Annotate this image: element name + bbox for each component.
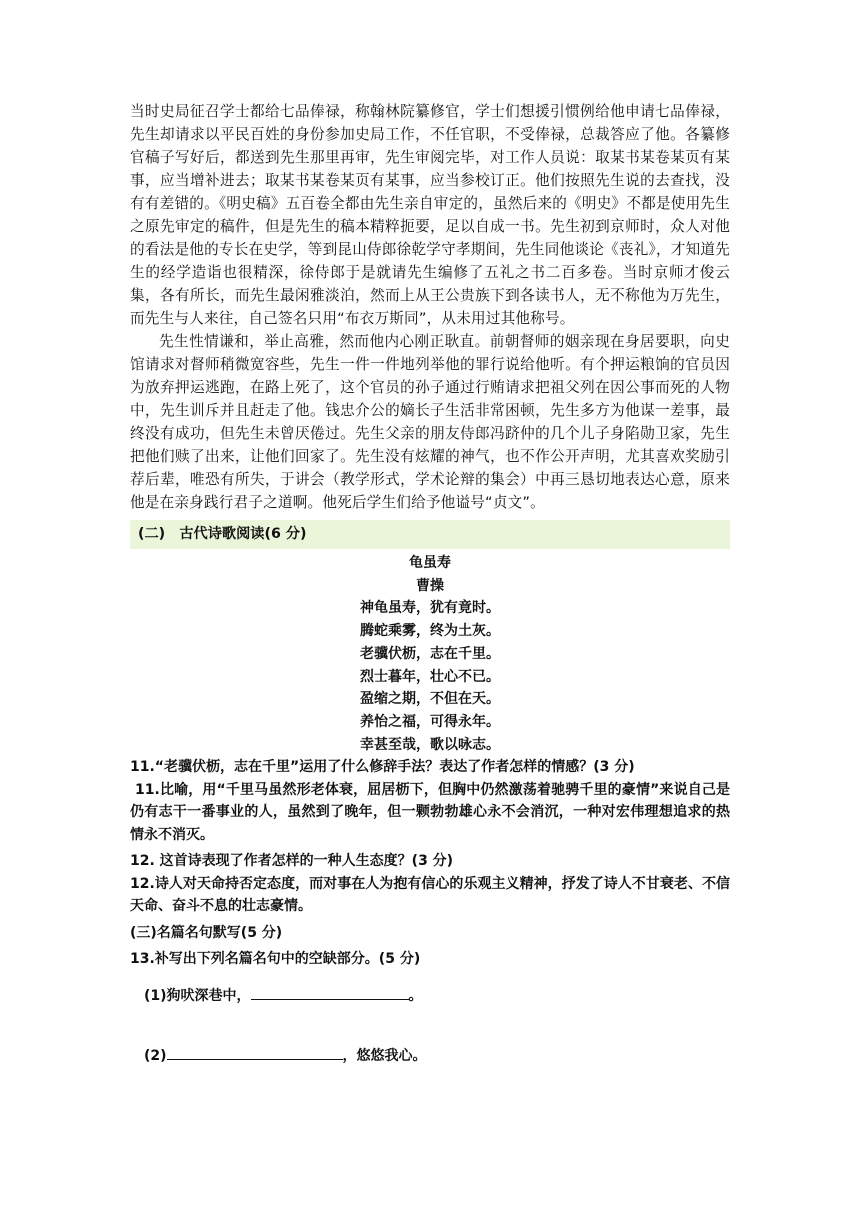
- poem: [130, 552, 730, 756]
- fill-item-2: [130, 1043, 730, 1068]
- section-heading-recitation: (三)名篇名句默写(5 分): [130, 924, 283, 941]
- fill-blank-2[interactable]: [167, 1043, 343, 1060]
- poem-line: 烈士暮年，壮心不已。: [360, 668, 500, 685]
- poem-line: 老骥伏枥，志在千里。: [360, 645, 500, 662]
- question-11: 11.“老骥伏枥，志在千里”运用了什么修辞手法？表达了作者怎样的情感？(3 分): [130, 759, 635, 776]
- poem-line: 幸甚至哉，歌以咏志。: [360, 736, 500, 753]
- question-12: 12. 这首诗表现了作者怎样的一种人生态度？(3 分): [130, 853, 454, 870]
- fill-item-1-prefix: (1)狗吠深巷中，: [144, 987, 251, 1004]
- fill-blank-1[interactable]: [251, 983, 409, 1000]
- section-heading-poetry: (二) 古代诗歌阅读(6 分): [130, 520, 730, 549]
- poem-line: 养怡之福，可得永年。: [360, 713, 500, 730]
- passage-paragraph-1: 当时史局征召学士都给七品俸禄，称翰林院纂修官，学士们想援引惯例给他申请七品俸禄，先生却请求以平民百姓的身份参加史局工作，不任官职，不受俸禄，总裁答应了他。各纂修官稿子写好后，都送到先生那里再审，先生审阅完毕，对工作人员说：取某书某卷某页有某事，应当增补进去；取某书某卷某页有某事，应当参校订正。他们按照先生说的去查找，没有有差错的。《明史稿》五百卷全都由先生亲自审定的，虽然后来的《明史》不都是使用先生之原先审定的稿件，但是先生的稿本精粹扼要，足以自成一书。先生初到京师时，众人对他的看法是他的专长在史学，等到昆山侍郎徐乾学守孝期间，先生同他谈论《丧礼》，才知道先生的经学造诣也很精深，徐侍郎于是就请先生编修了五礼之书二百多卷。当时京师才俊云集，各有所长，而先生最闲雅淡泊，然而上从王公贵族下到各读书人，无不称他为万先生，而先生与人来往，自己签名只用“布衣万斯同”，从未用过其他称号。: [130, 103, 730, 327]
- poem-author: 曹操: [416, 577, 444, 594]
- answer-11: 11.比喻，用“千里马虽然形老体衰，屈居枥下，但胸中仍然激荡着驰骋千里的豪情”来说自己是仍有志干一番事业的人，虽然到了晚年，但一颗勃勃雄心永不会消沉，一种对宏伟理想追求的热情永不消灭。: [130, 781, 730, 843]
- fill-item-1: [130, 983, 730, 1008]
- fill-item-2-suffix: ，悠悠我心。: [342, 1048, 427, 1065]
- document-page: [130, 100, 730, 1068]
- poem-line: 盈缩之期，不但在天。: [360, 691, 500, 708]
- answer-12: 12.诗人对天命持否定态度，而对事在人为抱有信心的乐观主义精神，抒发了诗人不甘衰老、不信天命、奋斗不息的壮志豪情。: [130, 875, 730, 915]
- poem-line: 腾蛇乘雾，终为土灰。: [360, 623, 500, 640]
- fill-item-1-suffix: 。: [408, 987, 423, 1004]
- poem-line: 神龟虽寿，犹有竟时。: [360, 600, 500, 617]
- fill-item-2-prefix: (2): [144, 1048, 167, 1065]
- question-13: 13.补写出下列名篇名句中的空缺部分。(5 分): [130, 951, 421, 968]
- poem-title: 龟虽寿: [409, 555, 451, 571]
- passage-paragraph-2: 先生性情谦和，举止高雅，然而他内心刚正耿直。前朝督师的姻亲现在身居要职，向史馆请求对督师稍微宽容些，先生一件一件地列举他的罪行说给他听。有个押运粮饷的官员因为放弃押运逃跑，在路上死了，这个官员的孙子通过行贿请求把祖父列在因公事而死的人物中，先生训斥并且赶走了他。钱忠介公的嫡长子生活非常困顿，先生多方为他谋一差事，最终没有成功，但先生未曾厌倦过。先生父亲的朋友侍郎冯跻仲的几个儿子身陷勋卫家，先生把他们赎了出来，让他们回家了。先生没有炫耀的神气，也不作公开声明，尤其喜欢奖励引荐后辈，唯恐有所失，于讲会（教学形式，学术论辩的集会）中再三恳切地表达心意，原来他是在亲身践行君子之道啊。他死后学生们给予他谥号“贞文”。: [130, 333, 730, 511]
